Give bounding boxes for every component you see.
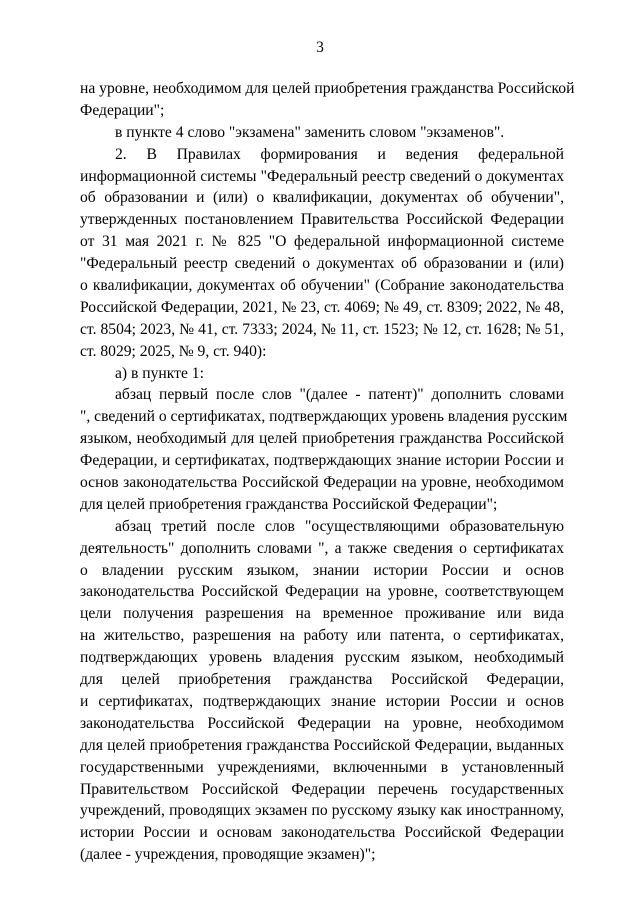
- text-line: 2. В Правилах формирования и ведения федеральной: [115, 145, 564, 163]
- text-line: Федерации, и сертификатах, подтверждающих знание истории России и: [80, 452, 564, 470]
- text-line: законодательства Российской Федерации на уровне, соответствующем: [80, 583, 564, 601]
- text-line: об образовании и (или) о квалификации, документах об обучении",: [80, 189, 564, 207]
- text-line: а) в пункте 1:: [115, 364, 204, 382]
- text-line: государственными учреждениями, включенными в установленный: [80, 758, 564, 776]
- text-line: подтверждающих уровень владения русским языком, необходимый: [80, 649, 564, 667]
- text-line: о владении русским языком, знании истории России и основ: [80, 561, 564, 579]
- text-line: для целей приобретения гражданства Российской Федерации";: [80, 495, 498, 513]
- text-line: ", сведений о сертификатах, подтверждающих уровень владения русским: [80, 408, 568, 426]
- text-line: цели получения разрешения на временное проживание или вида: [80, 605, 564, 623]
- text-line: (далее - учреждения, проводящие экзамен)";: [80, 846, 376, 864]
- text-line: абзац первый после слов "(далее - патент)" дополнить словами: [115, 386, 564, 404]
- text-line: на жительство, разрешения на работу или патента, о сертификатах,: [80, 627, 564, 645]
- text-line: Федерации";: [80, 101, 165, 119]
- text-line: учреждений, проводящих экзамен по русскому языку как иностранному,: [80, 802, 564, 820]
- text-line: от 31 мая 2021 г. № 825 "О федеральной информационной системе: [80, 233, 564, 251]
- text-line: абзац третий после слов "осуществляющими образовательную: [115, 517, 564, 535]
- text-line: языком, необходимый для целей приобретения гражданства Российской: [80, 430, 564, 448]
- text-line: Правительством Российской Федерации перечень государственных: [80, 780, 564, 798]
- text-line: о квалификации, документах об обучении" (Собрание законодательства: [80, 277, 564, 295]
- text-line: утвержденных постановлением Правительства Российской Федерации: [80, 211, 564, 229]
- page-number: 3: [316, 39, 324, 56]
- text-line: деятельность" дополнить словами ", а также сведения о сертификатах: [80, 539, 564, 557]
- text-line: для целей приобретения гражданства Российской Федерации, выданных: [80, 736, 564, 754]
- text-line: в пункте 4 слово "экзамена" заменить словом "экзаменов".: [115, 123, 505, 141]
- text-line: для целей приобретения гражданства Российской Федерации,: [80, 671, 564, 689]
- text-line: информационной системы "Федеральный реестр сведений о документах: [80, 167, 564, 185]
- text-line: "Федеральный реестр сведений о документах об образовании и (или): [80, 255, 564, 273]
- text-line: на уровне, необходимом для целей приобретения гражданства Российской: [80, 80, 575, 97]
- text-line: Российской Федерации, 2021, № 23, ст. 4069; № 49, ст. 8309; 2022, № 48,: [80, 298, 564, 316]
- text-line: ст. 8504; 2023, № 41, ст. 7333; 2024, № 11, ст. 1523; № 12, ст. 1628; № 51,: [80, 320, 564, 338]
- text-line: и сертификатах, подтверждающих знание истории России и основ: [80, 692, 564, 710]
- text-line: ст. 8029; 2025, № 9, ст. 940):: [80, 342, 267, 360]
- text-line: законодательства Российской Федерации на уровне, необходимом: [80, 714, 564, 732]
- text-line: основ законодательства Российской Федерации на уровне, необходимом: [80, 474, 564, 492]
- text-line: истории России и основам законодательства Российской Федерации: [80, 824, 564, 842]
- document-body: [80, 78, 575, 866]
